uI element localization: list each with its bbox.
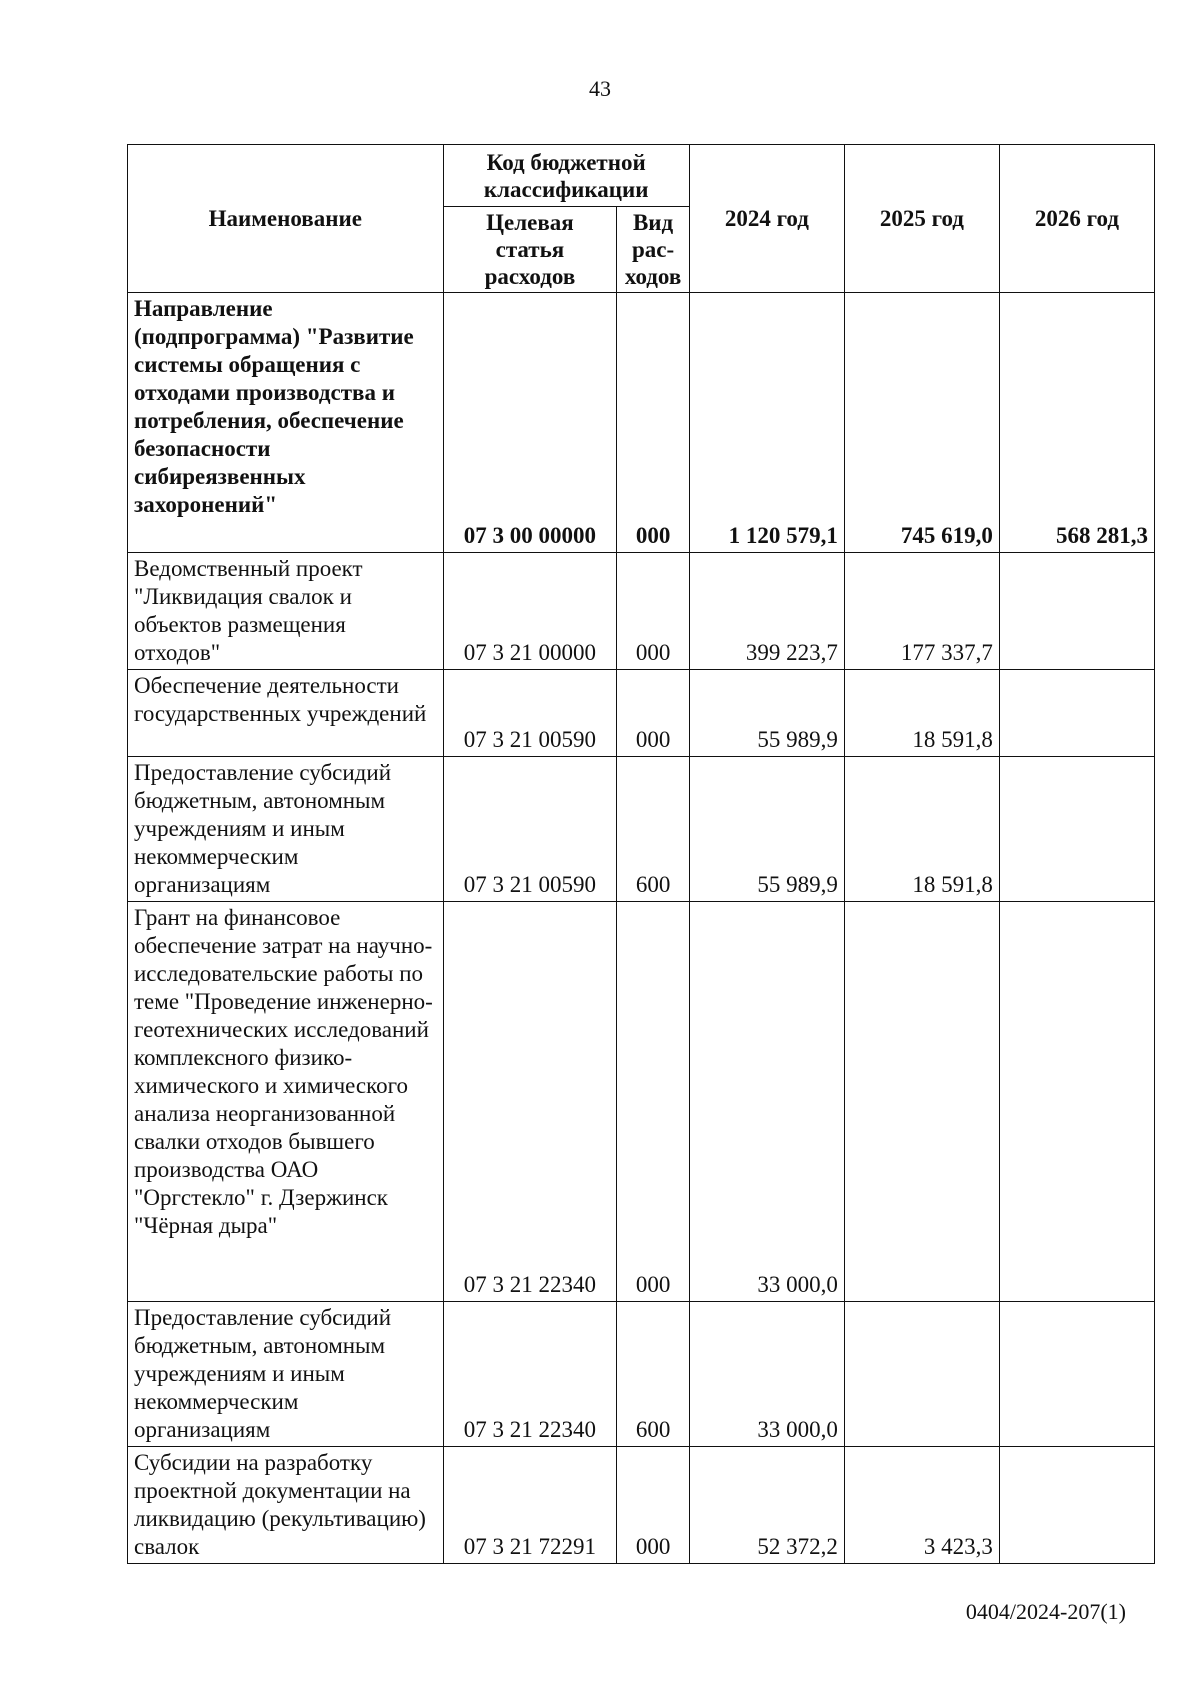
row-name: Предоставление субсидий бюджетным, автономным учреждениям и иным некоммерческим организациям	[128, 757, 444, 902]
row-2025	[844, 1302, 999, 1447]
row-2024: 55 989,9	[689, 757, 844, 902]
header-2024: 2024 год	[689, 145, 844, 293]
row-2025: 18 591,8	[844, 670, 999, 757]
table-row	[128, 293, 1155, 553]
row-code: 07 3 21 22340	[443, 902, 617, 1302]
row-2024: 399 223,7	[689, 553, 844, 670]
row-2026	[999, 553, 1154, 670]
page-number: 43	[589, 76, 611, 101]
header-target-article: Целевая статья расходов	[443, 207, 617, 293]
row-2026	[999, 1447, 1154, 1564]
row-name: Ведомственный проект "Ликвидация свалок и объектов размещения отходов"	[128, 553, 444, 670]
row-type: 000	[617, 670, 690, 757]
row-name: Предоставление субсидий бюджетным, автономным учреждениям и иным некоммерческим организациям	[128, 1302, 444, 1447]
row-name: Субсидии на разработку проектной документации на ликвидацию (рекультивацию) свалок	[128, 1447, 444, 1564]
header-2026: 2026 год	[999, 145, 1154, 293]
row-name: Грант на финансовое обеспечение затрат на научно-исследовательские работы по теме "Проведение инженерно-геотехнических исследований комплексного физико-химического и химического анализа неорганизованной свалки отходов бывшего производства ОАО "Оргстекло" г. Дзержинск "Чёрная дыра"	[128, 902, 444, 1302]
table-row	[128, 902, 1155, 1302]
row-2024: 55 989,9	[689, 670, 844, 757]
row-2026	[999, 1302, 1154, 1447]
row-code: 07 3 21 00590	[443, 757, 617, 902]
row-code: 07 3 21 72291	[443, 1447, 617, 1564]
row-2026	[999, 757, 1154, 902]
row-2026	[999, 902, 1154, 1302]
row-type: 600	[617, 757, 690, 902]
header-expense-type: Вид рас-ходов	[617, 207, 690, 293]
table-row	[128, 1447, 1155, 1564]
row-code: 07 3 00 00000	[443, 293, 617, 553]
row-2025: 177 337,7	[844, 553, 999, 670]
row-2024: 33 000,0	[689, 902, 844, 1302]
row-2025: 745 619,0	[844, 293, 999, 553]
row-2024: 33 000,0	[689, 1302, 844, 1447]
row-2025: 3 423,3	[844, 1447, 999, 1564]
header-budget-code: Код бюджетной классификации	[443, 145, 689, 207]
row-code: 07 3 21 00590	[443, 670, 617, 757]
row-2025: 18 591,8	[844, 757, 999, 902]
budget-table	[127, 144, 1155, 1564]
row-type: 000	[617, 293, 690, 553]
row-type: 600	[617, 1302, 690, 1447]
row-type: 000	[617, 902, 690, 1302]
row-2025	[844, 902, 999, 1302]
row-2026: 568 281,3	[999, 293, 1154, 553]
header-name: Наименование	[128, 145, 444, 293]
header-2025: 2025 год	[844, 145, 999, 293]
table-row	[128, 1302, 1155, 1447]
row-type: 000	[617, 1447, 690, 1564]
row-code: 07 3 21 22340	[443, 1302, 617, 1447]
document-number: 0404/2024-207(1)	[965, 1599, 1126, 1624]
row-2026	[999, 670, 1154, 757]
row-type: 000	[617, 553, 690, 670]
table-row	[128, 670, 1155, 757]
row-2024: 1 120 579,1	[689, 293, 844, 553]
row-name: Направление (подпрограмма) "Развитие системы обращения с отходами производства и потребления, обеспечение безопасности сибиреязвенных захоронений"	[128, 293, 444, 553]
table-row	[128, 553, 1155, 670]
row-code: 07 3 21 00000	[443, 553, 617, 670]
row-2024: 52 372,2	[689, 1447, 844, 1564]
row-name: Обеспечение деятельности государственных учреждений	[128, 670, 444, 757]
table-row	[128, 757, 1155, 902]
